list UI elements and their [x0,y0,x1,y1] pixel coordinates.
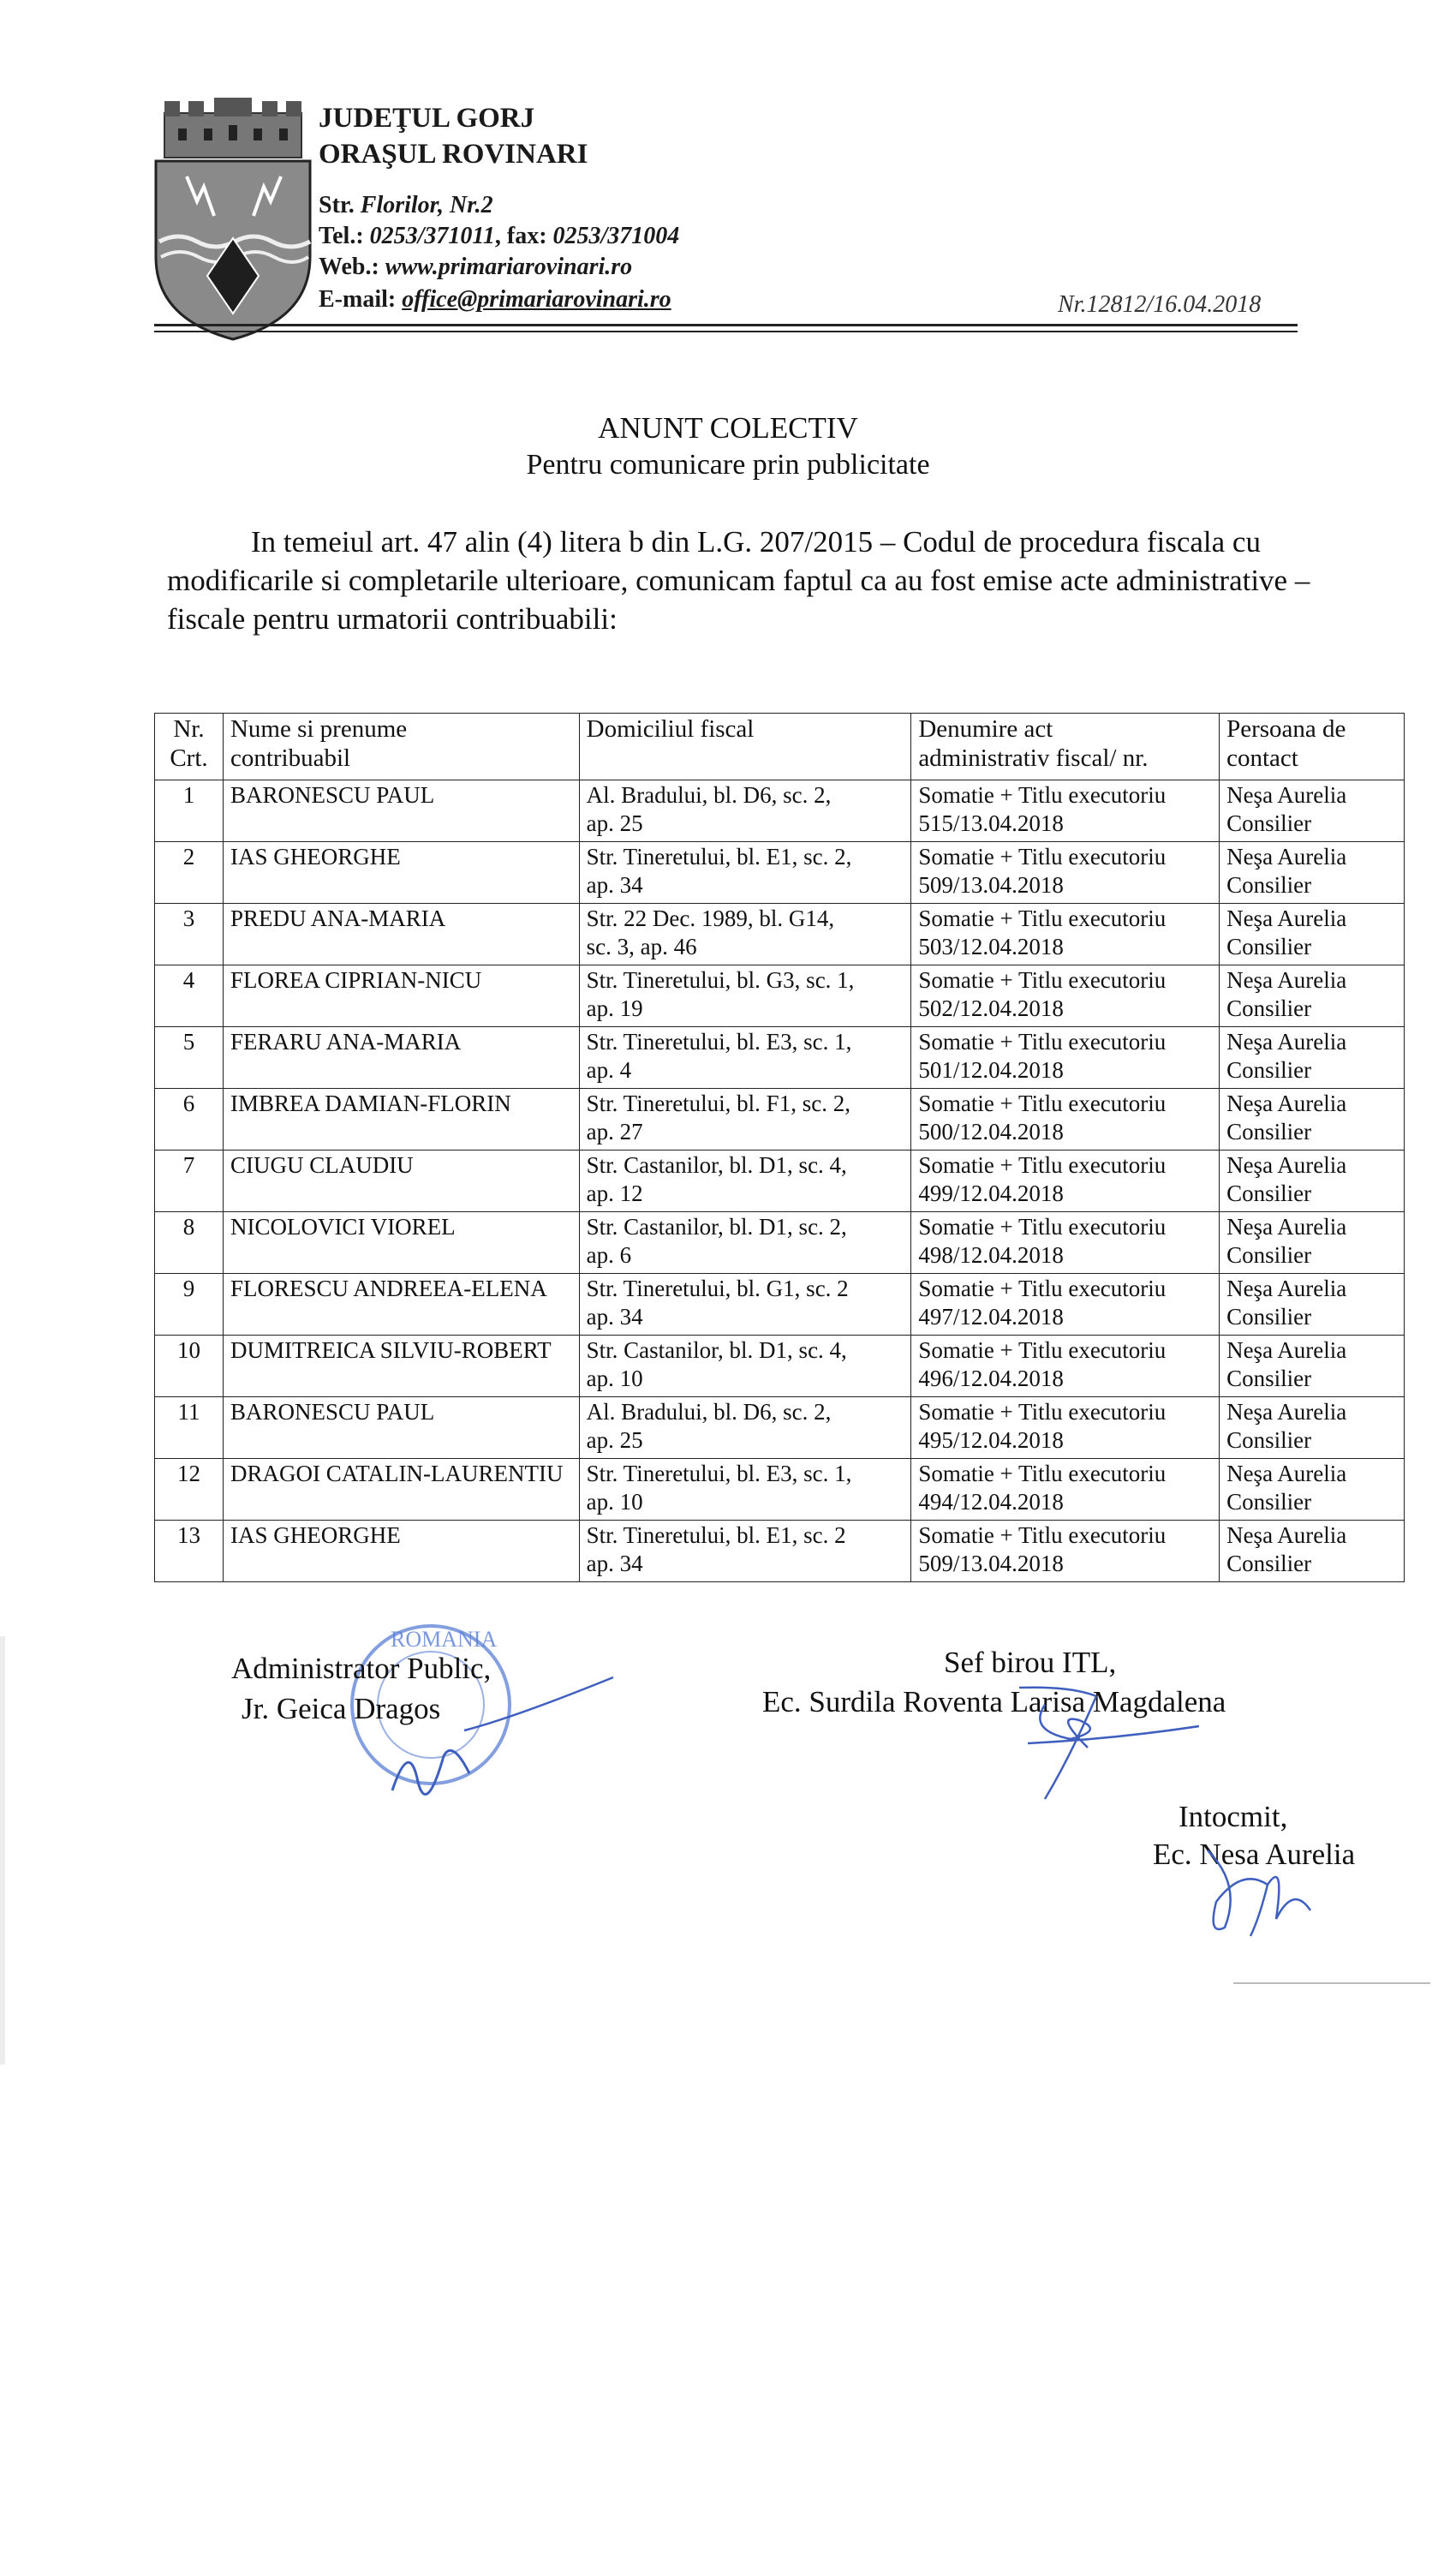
cell-contact-line: Neşa Aurelia [1226,905,1347,931]
left-signatory-name: Jr. Geica Dragos [242,1692,441,1725]
cell-address [579,1089,911,1151]
cell-contact [1220,965,1405,1027]
tel-value: 0253/371011 [369,223,495,249]
cell-contact-line: Neşa Aurelia [1226,967,1347,993]
cell-name: NICOLOVICI VIOREL [223,1212,579,1274]
cell-name: CIUGU CLAUDIU [223,1151,579,1212]
cell-contact [1220,842,1405,904]
cell-act-line: Somatie + Titlu executoriu [918,905,1167,931]
cell-address [579,1459,911,1521]
cell-address [579,1151,911,1212]
coat-of-arms-icon [152,94,313,343]
cell-contact-line: Neşa Aurelia [1226,1091,1347,1116]
cell-address-line: ap. 25 [586,810,643,836]
cell-contact-line: Neşa Aurelia [1226,1276,1347,1301]
web-label: Web.: [319,254,379,280]
cell-act-line: Somatie + Titlu executoriu [918,1091,1167,1116]
prepared-by-signature [1190,1833,1328,1945]
cell-contact-line: Consilier [1226,1180,1312,1206]
cell-contact-line: Consilier [1226,1057,1312,1083]
cell-name: FLORESCU ANDREEA-ELENA [223,1274,579,1336]
cell-nr: 8 [155,1212,224,1274]
cell-address-line: ap. 12 [586,1180,643,1206]
cell-act-line: Somatie + Titlu executoriu [918,1152,1167,1178]
cell-name: IAS GHEORGHE [223,842,579,904]
header-act: Denumire act administrativ fiscal/ nr. [911,714,1220,780]
prepared-by-title: Intocmit, [1179,1800,1288,1833]
cell-act-line: 502/12.04.2018 [918,995,1064,1021]
cell-contact [1220,1089,1405,1151]
cell-act-line: 495/12.04.2018 [918,1427,1064,1453]
fax-label: , fax: [494,223,547,249]
cell-act-line: 509/13.04.2018 [918,872,1064,898]
cell-contact [1220,1521,1405,1582]
cell-address-line: ap. 34 [586,872,643,898]
table-header-row [155,714,1405,780]
header-name: Nume si prenume contribuabil [223,714,579,780]
cell-address-line: Str. 22 Dec. 1989, bl. G14, [586,905,835,931]
email-link[interactable]: office@primariarovinari.ro [402,286,671,313]
cell-contact-line: Neşa Aurelia [1226,1214,1347,1240]
address-line [319,190,493,221]
cell-act-line: Somatie + Titlu executoriu [918,1522,1167,1548]
cell-name: PREDU ANA-MARIA [223,904,579,965]
cell-address [579,1027,911,1089]
street-value: Florilor, Nr.2 [360,192,493,218]
cell-contact [1220,1151,1405,1212]
cell-address-line: Str. Tineretului, bl. G1, sc. 2 [586,1276,849,1301]
cell-act-line: 501/12.04.2018 [918,1057,1064,1083]
cell-contact-line: Neşa Aurelia [1226,1461,1347,1486]
cell-nr: 1 [155,780,224,842]
cell-nr: 13 [155,1521,224,1582]
cell-contact-line: Neşa Aurelia [1226,1337,1347,1363]
left-signatory-title: Administrator Public, [231,1652,492,1685]
web-link[interactable]: www.primariarovinari.ro [385,254,633,280]
table-row [155,1459,1405,1521]
cell-contact-line: Neşa Aurelia [1226,1029,1347,1055]
cell-contact-line: Consilier [1226,1304,1312,1330]
table-row [155,1397,1405,1459]
cell-act-line: Somatie + Titlu executoriu [918,1461,1167,1486]
tel-label: Tel.: [319,223,364,249]
cell-address-line: Str. Tineretului, bl. E3, sc. 1, [586,1461,852,1486]
cell-act-line: 503/12.04.2018 [918,934,1064,959]
cell-contact [1220,1212,1405,1274]
intro-paragraph: In temeiul art. 47 alin (4) litera b din L.G. 207/2015 – Codul de procedura fiscala cu modificarile si completarile ulterioare, comunicam faptul ca au fost emise acte administrative – fiscale pentru urmatorii contribuabili: [167,525,1310,636]
cell-act-line: Somatie + Titlu executoriu [918,1029,1167,1055]
right-signatory-name: Ec. Surdila Roventa Larisa Magdalena [762,1685,1226,1718]
cell-contact-line: Consilier [1226,1119,1312,1145]
cell-act [911,1397,1220,1459]
cell-nr: 11 [155,1397,224,1459]
cell-address-line: Al. Bradului, bl. D6, sc. 2, [586,782,832,808]
cell-address-line: ap. 6 [586,1242,632,1268]
cell-address [579,1274,911,1336]
cell-nr: 3 [155,904,224,965]
header-address: Domiciliul fiscal [579,714,911,780]
cell-address-line: Str. Tineretului, bl. E3, sc. 1, [586,1029,852,1055]
cell-contact [1220,1027,1405,1089]
cell-act-line: 494/12.04.2018 [918,1489,1064,1515]
table-row [155,965,1405,1027]
cell-contact-line: Consilier [1226,872,1312,898]
cell-address [579,842,911,904]
right-signature [925,1679,1199,1808]
header-rule-top [154,324,1298,326]
web-line [319,252,632,283]
cell-act [911,1151,1220,1212]
cell-name: FLOREA CIPRIAN-NICU [223,965,579,1027]
cell-address-line: ap. 10 [586,1366,643,1391]
cell-act-line: Somatie + Titlu executoriu [918,967,1167,993]
header-nr-crt: Nr. Crt. [155,714,224,780]
scan-mark [1233,1982,1430,1984]
phone-line [319,221,679,252]
cell-address-line: Str. Tineretului, bl. E1, sc. 2 [586,1522,846,1548]
street-label: Str. [319,192,355,218]
cell-address-line: sc. 3, ap. 46 [586,934,697,959]
cell-act [911,1336,1220,1397]
cell-address-line: Str. Tineretului, bl. E1, sc. 2, [586,844,852,870]
cell-address-line: Al. Bradului, bl. D6, sc. 2, [586,1399,832,1425]
table-row [155,1521,1405,1582]
announcement-title: ANUNT COLECTIV [598,411,858,445]
cell-act-line: Somatie + Titlu executoriu [918,1214,1167,1240]
cell-address-line: ap. 27 [586,1119,643,1145]
cell-contact [1220,780,1405,842]
cell-nr: 12 [155,1459,224,1521]
cell-name: DRAGOI CATALIN-LAURENTIU [223,1459,579,1521]
cell-address-line: Str. Tineretului, bl. F1, sc. 2, [586,1091,850,1116]
cell-address-line: ap. 10 [586,1489,643,1515]
cell-nr: 10 [155,1336,224,1397]
prepared-by-name: Ec. Nesa Aurelia [1153,1838,1356,1871]
cell-act-line: 500/12.04.2018 [918,1119,1064,1145]
cell-act-line: 509/13.04.2018 [918,1551,1064,1576]
cell-act-line: Somatie + Titlu executoriu [918,782,1167,808]
taxpayers-table [154,713,1405,1582]
table-row [155,842,1405,904]
header-rule-bottom [154,331,1298,332]
cell-act [911,1212,1220,1274]
table-row [155,1336,1405,1397]
cell-contact-line: Neşa Aurelia [1226,782,1347,808]
cell-act [911,1521,1220,1582]
cell-contact-line: Consilier [1226,1366,1312,1391]
cell-act-line: 496/12.04.2018 [918,1366,1064,1391]
cell-name: IMBREA DAMIAN-FLORIN [223,1089,579,1151]
table-row [155,1212,1405,1274]
document-number: Nr.12812/16.04.2018 [1058,291,1262,318]
fax-value: 0253/371004 [552,223,680,249]
table-row [155,1151,1405,1212]
cell-contact-line: Consilier [1226,934,1312,959]
cell-act-line: Somatie + Titlu executoriu [918,1337,1167,1363]
cell-address-line: ap. 4 [586,1057,632,1083]
cell-address [579,1521,911,1582]
table-row [155,1027,1405,1089]
cell-act [911,1027,1220,1089]
cell-address-line: Str. Castanilor, bl. D1, sc. 4, [586,1337,847,1363]
cell-act [911,1459,1220,1521]
cell-act-line: 498/12.04.2018 [918,1242,1064,1268]
cell-contact-line: Neşa Aurelia [1226,1152,1347,1178]
right-signatory-title: Sef birou ITL, [944,1646,1117,1679]
cell-address-line: ap. 34 [586,1304,643,1330]
city-name: ORAŞUL ROVINARI [319,139,588,170]
cell-contact-line: Consilier [1226,1489,1312,1515]
cell-nr: 2 [155,842,224,904]
cell-address [579,780,911,842]
cell-name: BARONESCU PAUL [223,780,579,842]
stamp-text: ROMANIA [391,1627,498,1652]
cell-address [579,1212,911,1274]
table-row [155,904,1405,965]
cell-act-line: Somatie + Titlu executoriu [918,1399,1167,1425]
cell-nr: 5 [155,1027,224,1089]
cell-name: FERARU ANA-MARIA [223,1027,579,1089]
cell-contact-line: Consilier [1226,810,1312,836]
cell-act-line: 499/12.04.2018 [918,1180,1064,1206]
cell-act [911,965,1220,1027]
left-signature-stroke [462,1670,617,1739]
cell-address-line: Str. Castanilor, bl. D1, sc. 4, [586,1152,847,1178]
table-row [155,1089,1405,1151]
cell-nr: 4 [155,965,224,1027]
cell-contact [1220,1336,1405,1397]
announcement-subtitle: Pentru comunicare prin publicitate [526,449,930,481]
cell-act [911,1089,1220,1151]
cell-contact [1220,1397,1405,1459]
cell-address [579,965,911,1027]
cell-address-line: ap. 19 [586,995,643,1021]
cell-address-line: ap. 25 [586,1427,643,1453]
cell-name: BARONESCU PAUL [223,1397,579,1459]
cell-address-line: ap. 34 [586,1551,643,1576]
cell-act-line: 497/12.04.2018 [918,1304,1064,1330]
cell-nr: 7 [155,1151,224,1212]
cell-name: IAS GHEORGHE [223,1521,579,1582]
cell-nr: 9 [155,1274,224,1336]
cell-contact [1220,1274,1405,1336]
header-contact: Persoana de contact [1220,714,1405,780]
cell-contact-line: Consilier [1226,1242,1312,1268]
email-label: E-mail: [319,286,397,313]
scan-edge [0,1636,5,2065]
cell-contact-line: Consilier [1226,1551,1312,1576]
cell-act-line: Somatie + Titlu executoriu [918,1276,1167,1301]
cell-act [911,904,1220,965]
cell-contact-line: Neşa Aurelia [1226,1399,1347,1425]
cell-address [579,1397,911,1459]
table-row [155,1274,1405,1336]
cell-address [579,1336,911,1397]
cell-address-line: Str. Castanilor, bl. D1, sc. 2, [586,1214,847,1240]
cell-act-line: Somatie + Titlu executoriu [918,844,1167,870]
county-name: JUDEŢUL GORJ [319,103,535,134]
cell-address-line: Str. Tineretului, bl. G3, sc. 1, [586,967,855,993]
cell-act [911,1274,1220,1336]
cell-act [911,780,1220,842]
cell-nr: 6 [155,1089,224,1151]
cell-act-line: 515/13.04.2018 [918,810,1064,836]
cell-contact-line: Neşa Aurelia [1226,844,1347,870]
cell-contact [1220,904,1405,965]
cell-name: DUMITREICA SILVIU-ROBERT [223,1336,579,1397]
email-line [319,284,671,315]
cell-act [911,842,1220,904]
cell-contact-line: Neşa Aurelia [1226,1522,1347,1548]
table-row [155,780,1405,842]
cell-contact-line: Consilier [1226,1427,1312,1453]
cell-address [579,904,911,965]
cell-contact-line: Consilier [1226,995,1312,1021]
cell-contact [1220,1459,1405,1521]
